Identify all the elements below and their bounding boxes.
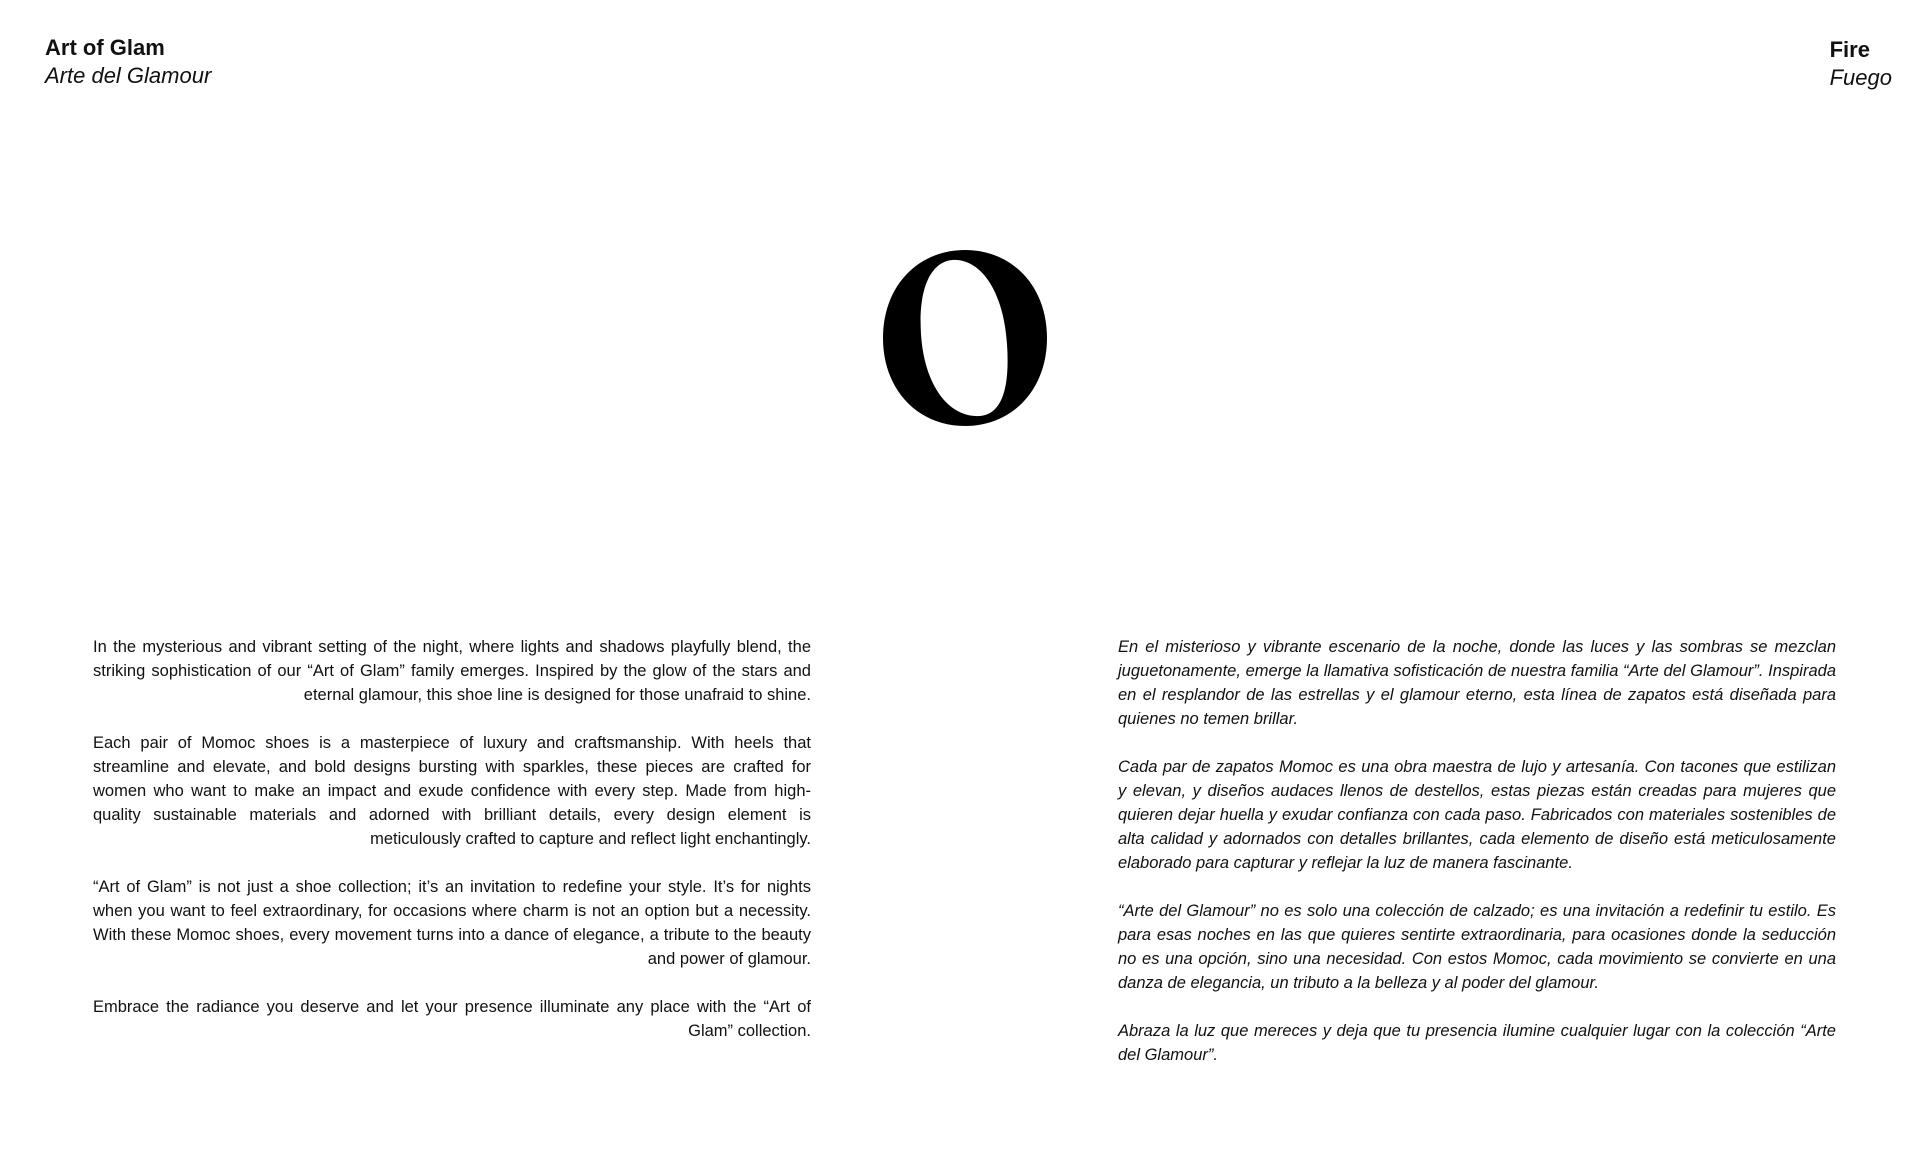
spanish-paragraph-1: En el misterioso y vibrante escenario de la noche, donde las luces y las sombras se mezclan juguetonamente, emerge la llamativa sofisticación de nuestra familia “Arte del Glamour”. Inspirada en el resplandor de las estrellas y el glamour eterno, esta línea de zapatos está diseñada para quienes no temen brillar.: [1118, 638, 1836, 728]
english-paragraph-1: In the mysterious and vibrant setting of the night, where lights and shadows playfully blend, the striking sophistication of our “Art of Glam” family emerges. Inspired by the glow of the stars and eternal glamour, this shoe line is designed for those unafraid to shine.: [93, 638, 811, 704]
english-paragraph-3: “Art of Glam” is not just a shoe collection; it’s an invitation to redefine your style. It’s for nights when you want to feel extraordinary, for occasions where charm is not an option but a necessity. With these Momoc shoes, every movement turns into a dance of elegance, a tribute to the beauty and power of glamour.: [93, 878, 811, 968]
spanish-paragraph-4: Abraza la luz que mereces y deja que tu presencia ilumine cualquier lugar con la colección “Arte del Glamour”.: [1118, 1022, 1836, 1064]
english-text-column: [93, 635, 811, 1067]
serif-letter-o-logo-icon: [880, 248, 1050, 428]
theme-subtitle: Fuego: [1829, 65, 1892, 90]
collection-title: Art of Glam: [45, 35, 165, 60]
spanish-paragraph-2: Cada par de zapatos Momoc es una obra maestra de lujo y artesanía. Con tacones que estilizan y elevan, y diseños audaces llenos de destellos, estas piezas están creadas para mujeres que quieren dejar huella y exudar confianza con cada paso. Fabricados con materiales sostenibles de alta calidad y adornados con detalles brillantes, cada elemento de diseño está meticulosamente elaborado para capturar y reflejar la luz de manera fascinante.: [1118, 758, 1836, 872]
header-left: [45, 34, 211, 90]
header-right: [1830, 36, 1892, 92]
spanish-text-column: [1118, 635, 1836, 1091]
english-paragraph-4: Embrace the radiance you deserve and let your presence illuminate any place with the “Art of Glam” collection.: [93, 998, 811, 1040]
theme-title: Fire: [1829, 37, 1870, 62]
english-paragraph-2: Each pair of Momoc shoes is a masterpiece of luxury and craftsmanship. With heels that streamline and elevate, and bold designs bursting with sparkles, these pieces are crafted for women who want to make an impact and exude confidence with every step. Made from high-quality sustainable materials and adorned with brilliant details, every design element is meticulously crafted to capture and reflect light enchantingly.: [93, 734, 811, 848]
spanish-paragraph-3: “Arte del Glamour” no es solo una colección de calzado; es una invitación a redefinir tu estilo. Es para esas noches en las que quieres sentirte extraordinaria, para ocasiones donde la seducción no es una opción, sino una necesidad. Con estos Momoc, cada movimiento se convierte en una danza de elegancia, un tributo a la belleza y al poder del glamour.: [1118, 902, 1836, 992]
collection-subtitle: Arte del Glamour: [45, 63, 212, 88]
